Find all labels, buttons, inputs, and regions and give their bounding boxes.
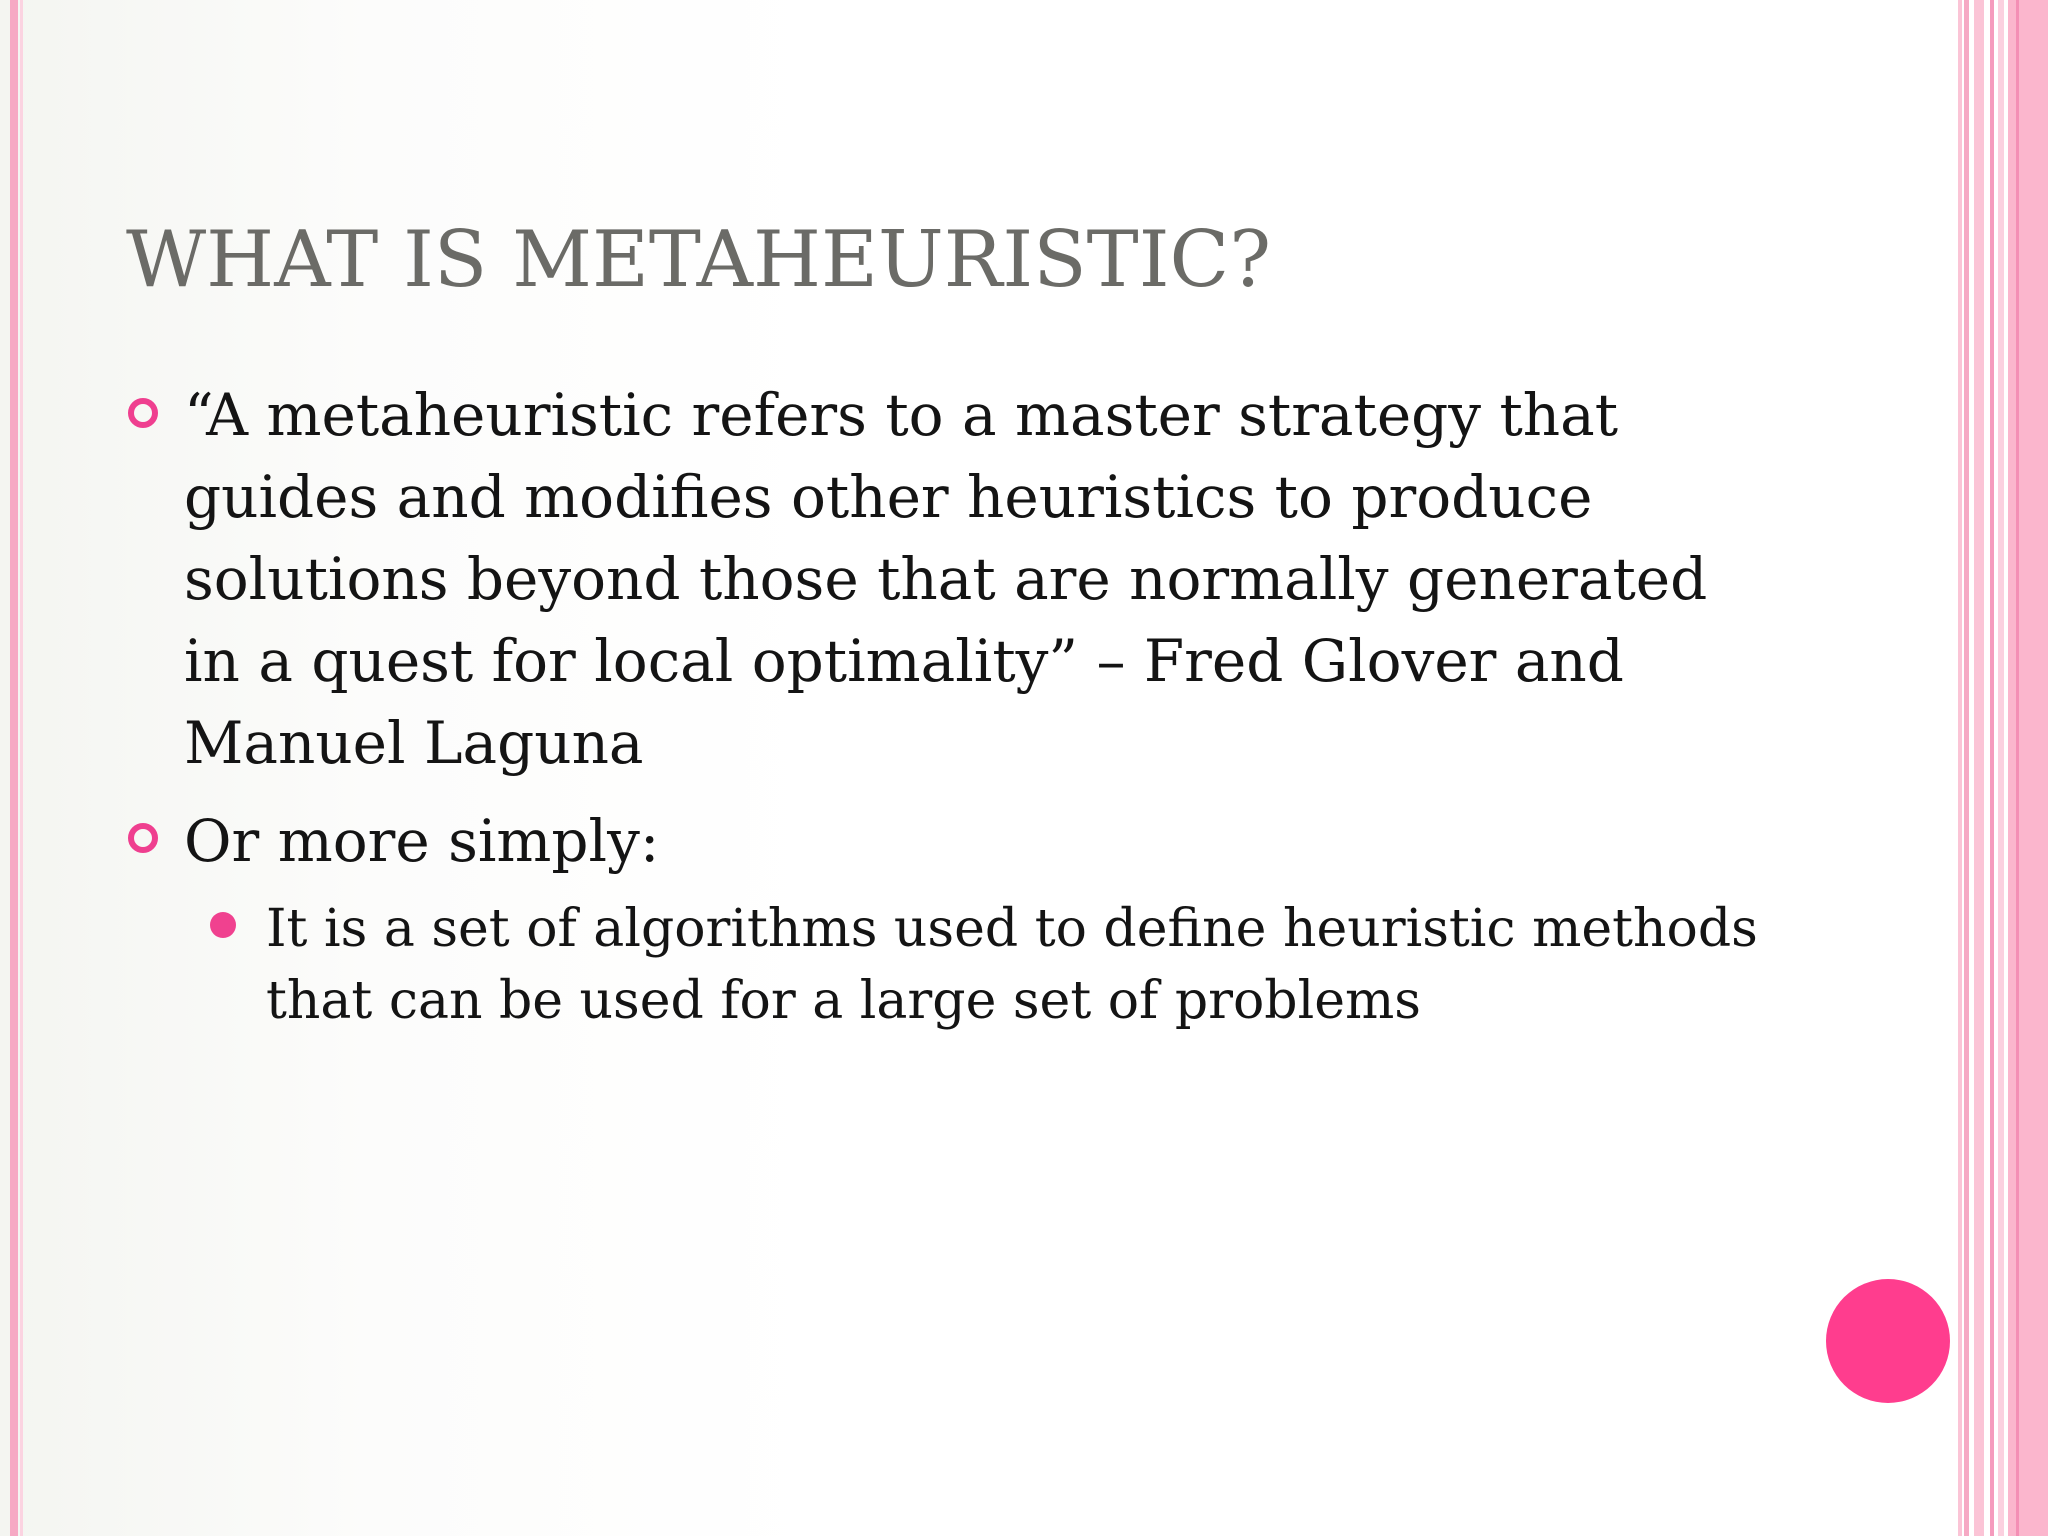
sub-bullet-item: It is a set of algorithms used to define heuristic methods that can be used for a large set of problems	[266, 899, 1758, 1031]
ring-bullet-icon	[128, 823, 158, 853]
bullet-item-definition: “A metaheuristic refers to a master strategy that guides and modifies other heuristics to produce solutions beyond those that are normally generated in a quest for local optimality” – Fred Glover and Manuel Laguna	[184, 381, 1708, 777]
decorative-circle	[1826, 1279, 1950, 1403]
dot-bullet-icon	[210, 912, 236, 938]
ring-bullet-icon	[128, 398, 158, 428]
bullet-item-simply: Or more simply:	[184, 807, 660, 875]
slide-title: WHAT IS METAHEURISTIC?	[126, 215, 1272, 305]
